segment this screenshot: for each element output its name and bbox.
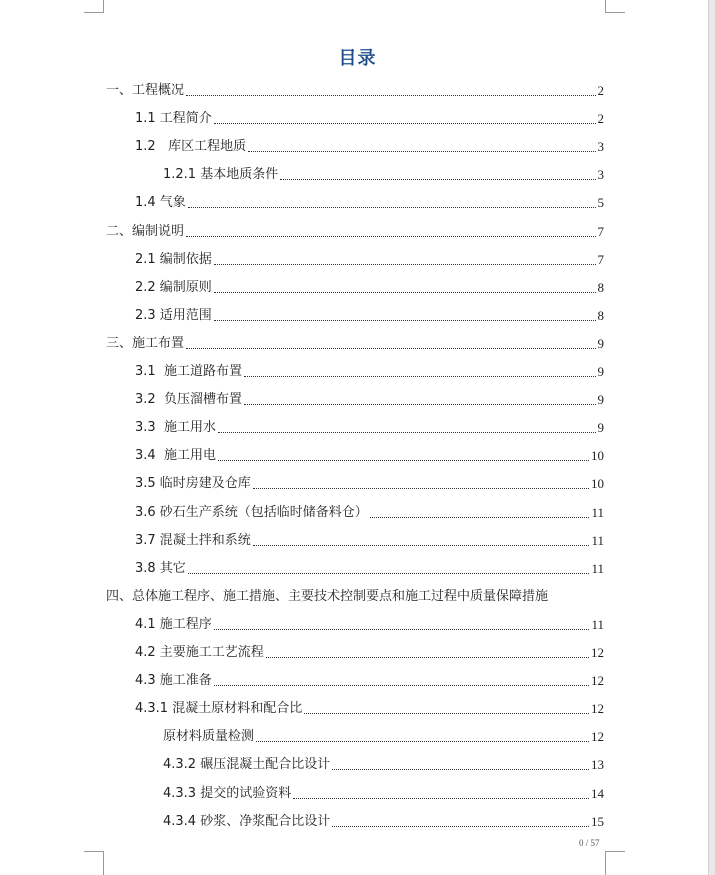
- toc-entry[interactable]: [135, 503, 604, 523]
- page-edge: [708, 0, 715, 875]
- toc-leader-dots: [214, 685, 589, 686]
- toc-entry-page: 11: [591, 617, 604, 632]
- toc-entry-page: 9: [597, 364, 604, 379]
- toc-entry[interactable]: [163, 165, 604, 185]
- toc-leader-dots: [214, 123, 596, 124]
- toc-leader-dots: [248, 151, 595, 152]
- toc-leader-dots: [214, 629, 590, 630]
- toc-entry-label: 4.1 施工程序: [135, 617, 212, 632]
- toc-entry-page: 10: [591, 476, 604, 491]
- toc-leader-dots: [332, 826, 589, 827]
- toc-entry-label: 3.7 混凝土拌和系统: [135, 533, 251, 548]
- toc-entry-label: 4.3.3 提交的试验资料: [163, 786, 292, 801]
- toc-entry-page: 12: [591, 673, 604, 688]
- toc-leader-dots: [186, 95, 595, 96]
- toc-entry[interactable]: [135, 109, 604, 129]
- toc-leader-dots: [304, 713, 589, 714]
- toc-entry[interactable]: [135, 418, 604, 438]
- toc-entry-label: 三、施工布置: [106, 336, 185, 351]
- toc-entry-page: 11: [591, 505, 604, 520]
- toc-leader-dots: [214, 292, 596, 293]
- toc-leader-dots: [186, 236, 595, 237]
- toc-entry-label: 3.2 负压溜槽布置: [135, 392, 242, 407]
- toc-entry[interactable]: [135, 671, 604, 691]
- toc-entry-label: 4.3.1 混凝土原材料和配合比: [135, 701, 303, 716]
- toc-leader-dots: [253, 545, 590, 546]
- toc-entry-page: 3: [597, 139, 604, 154]
- toc-entry[interactable]: [163, 727, 604, 747]
- toc-entry-page: 7: [597, 224, 604, 239]
- toc-entry-label: 3.4 施工用电: [135, 448, 216, 463]
- toc-entry-page: 7: [597, 252, 604, 267]
- toc-entry-label: 3.3 施工用水: [135, 420, 216, 435]
- toc-leader-dots: [214, 320, 596, 321]
- toc-leader-dots: [188, 207, 596, 208]
- toc-leader-dots: [218, 432, 596, 433]
- toc-entry-label: 一、工程概况: [106, 83, 185, 98]
- toc-entry-page: 11: [591, 533, 604, 548]
- toc-entry-label: 2.1 编制依据: [135, 252, 212, 267]
- toc-title: 目录: [338, 48, 377, 69]
- toc-entry-page: 8: [597, 308, 604, 323]
- toc-entry[interactable]: [135, 137, 604, 157]
- toc-entry-label: 4.2 主要施工工艺流程: [135, 645, 264, 660]
- toc-entry-page: 3: [597, 167, 604, 182]
- toc-entry-label: 4.3 施工准备: [135, 673, 212, 688]
- toc-entry-page: 9: [597, 336, 604, 351]
- toc-entry[interactable]: [163, 784, 604, 804]
- toc-leader-dots: [186, 348, 595, 349]
- toc-entry[interactable]: [135, 446, 604, 466]
- toc-leader-dots: [218, 460, 589, 461]
- toc-entry-label: 四、总体施工程序、施工措施、主要技术控制要点和施工过程中质量保障措施: [106, 589, 549, 604]
- toc-entry[interactable]: [135, 278, 604, 298]
- toc-entry-page: 12: [591, 729, 604, 744]
- toc-entry-page: 12: [591, 645, 604, 660]
- toc-entry[interactable]: [135, 306, 604, 326]
- toc-entry-page: 15: [591, 814, 604, 829]
- toc-entry[interactable]: [106, 81, 604, 101]
- toc-entry-page: 12: [591, 701, 604, 716]
- toc-entry[interactable]: [135, 390, 604, 410]
- toc-entry-label: 原材料质量检测: [163, 729, 255, 744]
- toc-entry-label: 3.6 砂石生产系统（包括临时储备料仓）: [135, 505, 368, 520]
- toc-entry-label: 4.3.4 砂浆、净浆配合比设计: [163, 814, 331, 829]
- toc-leader-dots: [280, 179, 595, 180]
- toc-leader-dots: [253, 488, 589, 489]
- toc-entry-label: 2.2 编制原则: [135, 280, 212, 295]
- toc-entry[interactable]: [106, 587, 604, 607]
- toc-entry[interactable]: [163, 755, 604, 775]
- toc-leader-dots: [266, 657, 589, 658]
- toc-entry-page: 5: [597, 195, 604, 210]
- toc-leader-dots: [256, 741, 589, 742]
- toc-entry-page: 13: [591, 757, 604, 772]
- toc-entry[interactable]: [135, 531, 604, 551]
- toc-entry[interactable]: [135, 362, 604, 382]
- toc-entry[interactable]: [106, 334, 604, 354]
- toc-entry[interactable]: [106, 222, 604, 242]
- toc-entry-page: 10: [591, 448, 604, 463]
- toc-entry[interactable]: [135, 474, 604, 494]
- toc-entry[interactable]: [135, 250, 604, 270]
- toc-leader-dots: [244, 376, 596, 377]
- toc-entry-label: 4.3.2 碾压混凝土配合比设计: [163, 757, 331, 772]
- toc-leader-dots: [244, 404, 596, 405]
- toc-entry-label: 1.2.1 基本地质条件: [163, 167, 279, 182]
- toc-entry-page: 9: [597, 392, 604, 407]
- toc-entry-label: 2.3 适用范围: [135, 308, 212, 323]
- toc-entry-label: 1.1 工程简介: [135, 111, 212, 126]
- toc-leader-dots: [214, 264, 596, 265]
- toc-entry[interactable]: [135, 193, 604, 213]
- toc-leader-dots: [293, 798, 589, 799]
- toc-entry-page: 14: [591, 786, 604, 801]
- toc-entry-label: 3.1 施工道路布置: [135, 364, 242, 379]
- toc-entry-label: 1.2 库区工程地质: [135, 139, 247, 154]
- toc-leader-dots: [188, 573, 590, 574]
- toc-entry-label: 3.5 临时房建及仓库: [135, 476, 251, 491]
- toc-entry-label: 1.4 气象: [135, 195, 186, 210]
- toc-entry-page: 11: [591, 561, 604, 576]
- page-indicator: 0 / 57: [579, 838, 600, 848]
- toc-entry[interactable]: [135, 559, 604, 579]
- toc-entry[interactable]: [135, 699, 604, 719]
- toc-entry-label: 二、编制说明: [106, 224, 185, 239]
- toc-entry-page: 2: [597, 83, 604, 98]
- toc-entry-page: 8: [597, 280, 604, 295]
- toc-entry-label: 3.8 其它: [135, 561, 186, 576]
- toc-entry-page: 9: [597, 420, 604, 435]
- toc-leader-dots: [370, 517, 590, 518]
- toc-leader-dots: [332, 769, 589, 770]
- toc-entry[interactable]: [135, 643, 604, 663]
- toc-entry[interactable]: [163, 812, 604, 832]
- toc-entry[interactable]: [135, 615, 604, 635]
- toc-entry-page: 2: [597, 111, 604, 126]
